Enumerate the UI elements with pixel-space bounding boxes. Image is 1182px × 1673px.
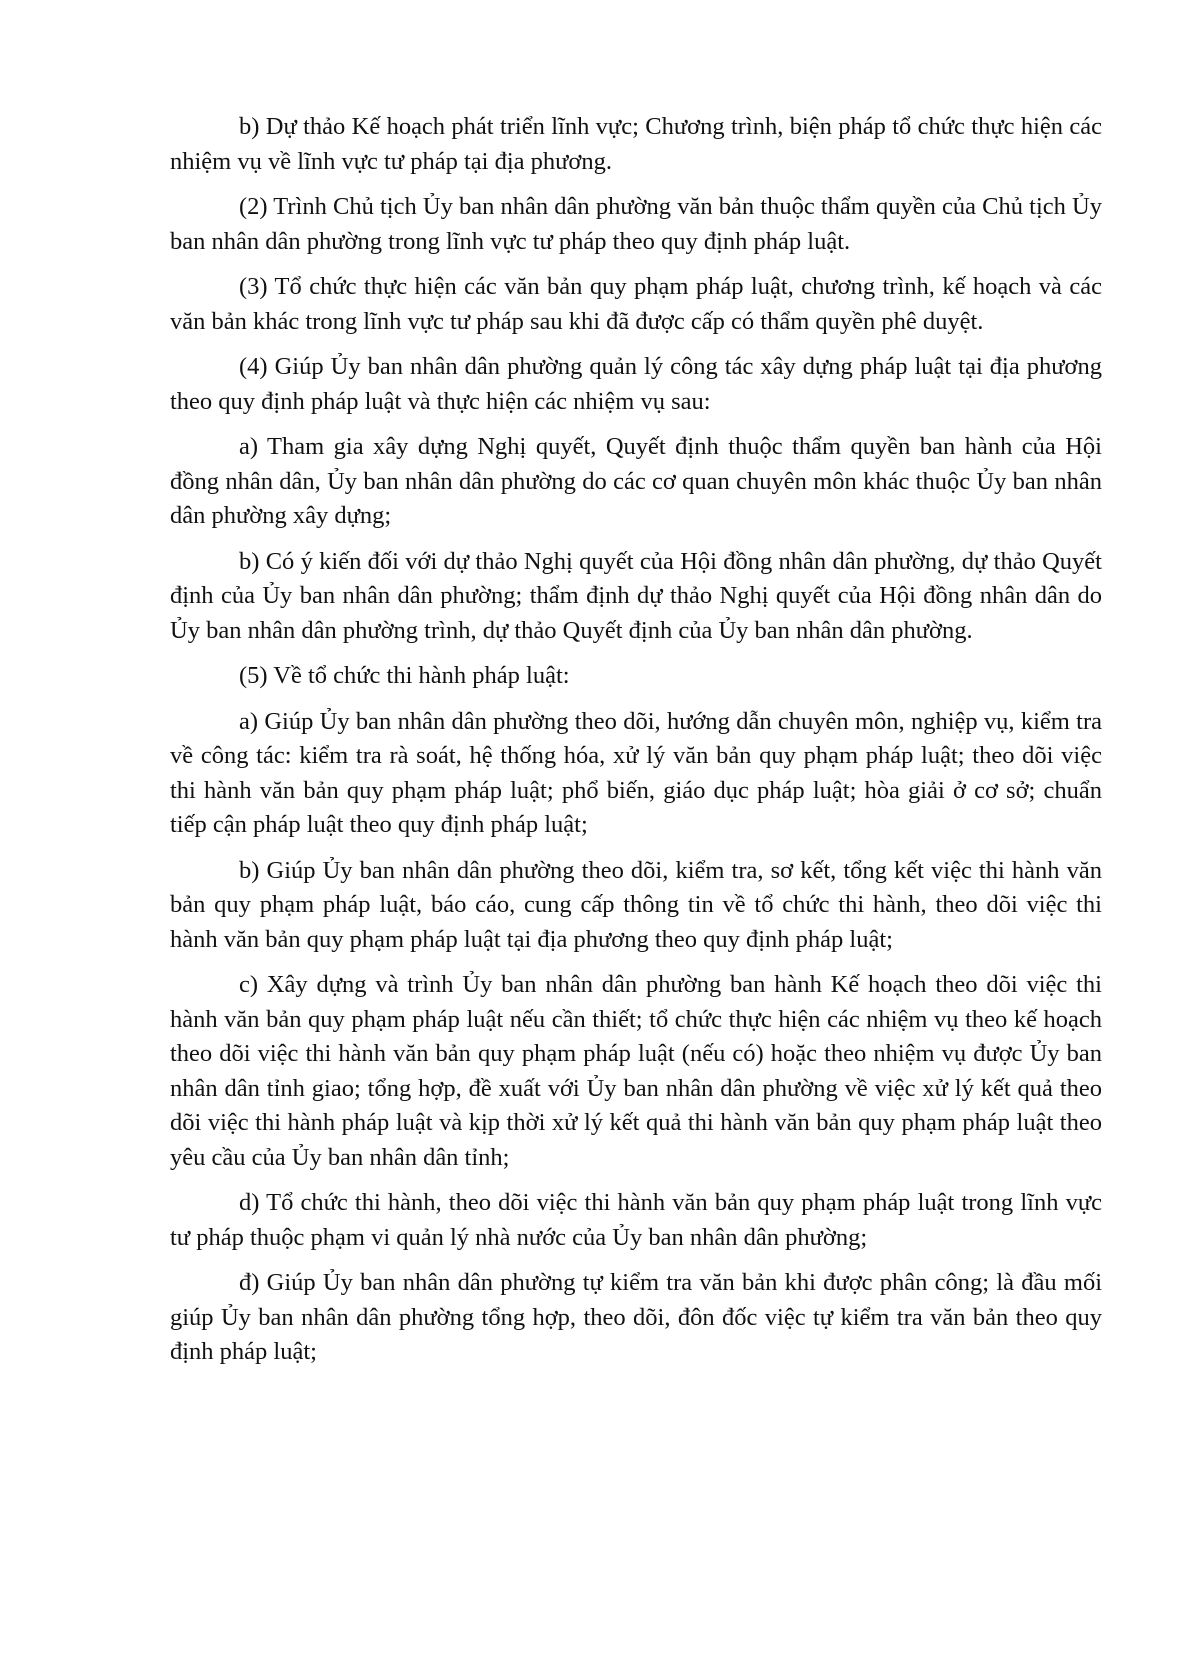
paragraph-5b-monitor-review: b) Giúp Ủy ban nhân dân phường theo dõi, kiểm tra, sơ kết, tổng kết việc thi hành văn bản quy phạm pháp luật, báo cáo, cung cấp thông tin về tổ chức thi hành, theo dõi việc thi hành văn bản quy phạm pháp luật tại địa phương theo quy định pháp luật; xyxy=(170,856,1102,953)
paragraph-5dd-self-check: đ) Giúp Ủy ban nhân dân phường tự kiểm tra văn bản khi được phân công; là đầu mối giúp Ủy ban nhân dân phường tổng hợp, theo dõi, đôn đốc việc tự kiểm tra văn bản theo quy định pháp luật; xyxy=(170,1269,1102,1365)
paragraph-4a-participate: a) Tham gia xây dựng Nghị quyết, Quyết định thuộc thẩm quyền ban hành của Hội đồng nhân dân, Ủy ban nhân dân phường do các cơ quan chuyên môn khác thuộc Ủy ban nhân dân phường xây dựng; xyxy=(170,433,1102,529)
paragraph-4-law-making: (4) Giúp Ủy ban nhân dân phường quản lý công tác xây dựng pháp luật tại địa phương theo quy định pháp luật và thực hiện các nhiệm vụ sau: xyxy=(170,353,1102,415)
paragraph-3-implement-documents: (3) Tổ chức thực hiện các văn bản quy phạm pháp luật, chương trình, kế hoạch và các văn bản khác trong lĩnh vực tư pháp sau khi đã được cấp có thẩm quyền phê duyệt. xyxy=(170,273,1102,335)
paragraph-4b-opinions: b) Có ý kiến đối với dự thảo Nghị quyết của Hội đồng nhân dân phường, dự thảo Quyết định của Ủy ban nhân dân phường; thẩm định dự thảo Nghị quyết của Hội đồng nhân dân do Ủy ban nhân dân phường trình, dự thảo Quyết định của Ủy ban nhân dân phường. xyxy=(170,547,1102,644)
paragraph-5d-organize-enforcement: d) Tổ chức thi hành, theo dõi việc thi hành văn bản quy phạm pháp luật trong lĩnh vực tư pháp thuộc phạm vi quản lý nhà nước của Ủy ban nhân dân phường; xyxy=(170,1189,1102,1251)
paragraph-5-law-enforcement: (5) Về tổ chức thi hành pháp luật: xyxy=(239,662,570,689)
document-page xyxy=(170,110,1102,1381)
paragraph-b-draft-plan: b) Dự thảo Kế hoạch phát triển lĩnh vực; Chương trình, biện pháp tổ chức thực hiện các nhiệm vụ về lĩnh vực tư pháp tại địa phương. xyxy=(170,113,1102,175)
paragraph-5a-monitor-guide: a) Giúp Ủy ban nhân dân phường theo dõi, hướng dẫn chuyên môn, nghiệp vụ, kiểm tra về công tác: kiểm tra rà soát, hệ thống hóa, xử lý văn bản quy phạm pháp luật; theo dõi việc thi hành văn bản quy phạm pháp luật; phổ biến, giáo dục pháp luật; hòa giải ở cơ sở; chuẩn tiếp cận pháp luật theo quy định pháp luật; xyxy=(170,707,1102,838)
paragraph-5c-build-plan: c) Xây dựng và trình Ủy ban nhân dân phường ban hành Kế hoạch theo dõi việc thi hành văn bản quy phạm pháp luật nếu cần thiết; tổ chức thực hiện các nhiệm vụ theo kế hoạch theo dõi việc thi hành văn bản quy phạm pháp luật (nếu có) hoặc theo nhiệm vụ được Ủy ban nhân dân tỉnh giao; tổng hợp, đề xuất với Ủy ban nhân dân phường về việc xử lý kết quả theo dõi việc thi hành pháp luật và kịp thời xử lý kết quả thi hành văn bản quy phạm pháp luật theo yêu cầu của Ủy ban nhân dân tỉnh; xyxy=(170,971,1102,1171)
paragraph-2-submit-chairman: (2) Trình Chủ tịch Ủy ban nhân dân phường văn bản thuộc thẩm quyền của Chủ tịch Ủy ban nhân dân phường trong lĩnh vực tư pháp theo quy định pháp luật. xyxy=(170,193,1102,255)
